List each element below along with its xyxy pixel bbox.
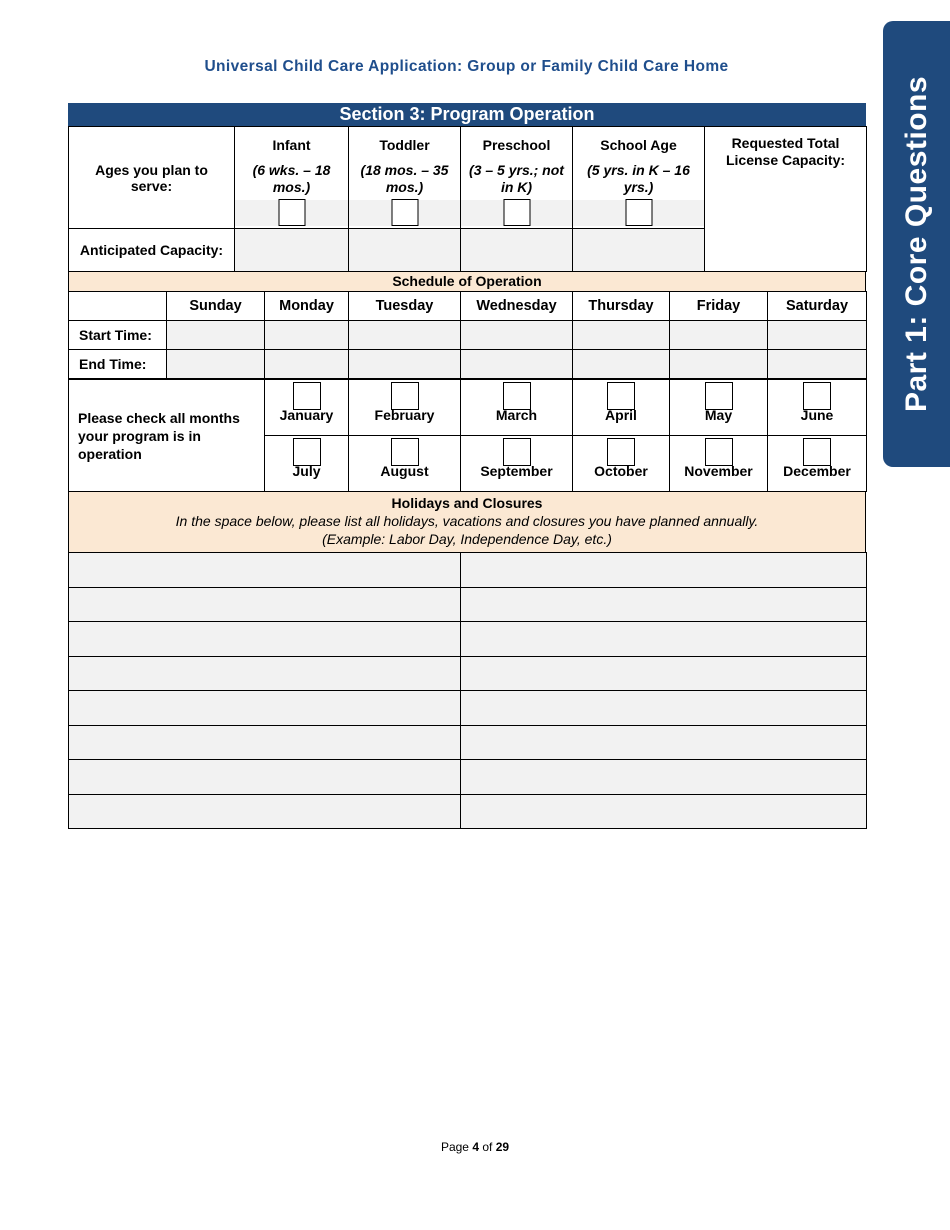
end-time-wednesday[interactable] [461,350,573,379]
month-label: November [684,463,753,479]
age-group-name: Toddler [379,137,430,153]
age-group-range: (6 wks. – 18 mos.) [252,162,331,195]
holidays-example: (Example: Labor Day, Independence Day, etc.) [322,531,612,547]
requested-capacity-cell[interactable] [705,127,867,272]
holiday-entry-field[interactable] [461,725,867,760]
document-title: Universal Child Care Application: Group or Family Child Care Home [204,58,729,75]
month-checkbox[interactable] [503,438,531,466]
month-label: April [605,407,637,423]
day-sunday: Sunday [167,292,265,321]
month-checkbox[interactable] [607,438,635,466]
month-january[interactable] [265,380,349,436]
holiday-entry-field[interactable] [69,656,461,691]
page-total: 29 [495,1140,510,1154]
month-april[interactable] [573,380,670,436]
day-wednesday: Wednesday [461,292,573,321]
school-age-checkbox[interactable] [625,199,652,226]
infant-checkbox[interactable] [278,199,305,226]
school-age-capacity-input[interactable] [573,229,705,272]
day-friday: Friday [670,292,768,321]
holiday-entry-field[interactable] [461,760,867,795]
month-label: September [480,463,553,479]
day-monday: Monday [265,292,349,321]
month-checkbox[interactable] [803,438,831,466]
capacity-row-label: Anticipated Capacity: [69,229,235,272]
months-label: Please check all months your program is in operation [69,380,265,492]
end-time-monday[interactable] [265,350,349,379]
day-saturday: Saturday [768,292,867,321]
holiday-entry-field[interactable] [461,794,867,829]
start-time-wednesday[interactable] [461,321,573,350]
holiday-entry-field[interactable] [69,725,461,760]
month-march[interactable] [461,380,573,436]
requested-capacity-label: Requested Total License Capacity: [725,135,846,168]
end-time-saturday[interactable] [768,350,867,379]
month-label: October [594,463,648,479]
month-label: May [704,407,733,423]
month-november[interactable] [670,436,768,492]
month-checkbox[interactable] [503,382,531,410]
age-group-infant [235,127,349,229]
toddler-capacity-input[interactable] [349,229,461,272]
age-group-school-age [573,127,705,229]
holiday-entry-field[interactable] [69,760,461,795]
month-october[interactable] [573,436,670,492]
month-checkbox[interactable] [607,382,635,410]
end-time-sunday[interactable] [167,350,265,379]
age-group-preschool [461,127,573,229]
side-tab-label: Part 1: Core Questions [899,75,933,413]
page-prefix: Page [440,1140,469,1154]
month-july[interactable] [265,436,349,492]
ages-table [68,126,867,272]
page-number: 4 [472,1140,479,1154]
holiday-entry-field[interactable] [461,553,867,588]
month-checkbox[interactable] [705,382,733,410]
schedule-corner [69,292,167,321]
month-label: February [374,407,435,423]
toddler-checkbox[interactable] [391,199,418,226]
month-checkbox[interactable] [391,438,419,466]
month-august[interactable] [349,436,461,492]
month-label: June [800,407,834,423]
month-label: August [380,463,429,479]
start-time-sunday[interactable] [167,321,265,350]
age-group-range: (3 – 5 yrs.; not in K) [469,162,564,195]
month-label: March [495,407,538,423]
month-checkbox[interactable] [293,438,321,466]
holidays-title: Holidays and Closures [391,495,543,511]
month-june[interactable] [768,380,867,436]
holiday-entry-field[interactable] [461,656,867,691]
holiday-entry-field[interactable] [461,622,867,657]
program-operation-form [68,103,866,829]
holiday-entry-field[interactable] [69,587,461,622]
end-time-label: End Time: [69,350,167,379]
month-december[interactable] [768,436,867,492]
age-group-name: School Age [600,137,677,153]
end-time-thursday[interactable] [573,350,670,379]
schedule-table [68,291,867,379]
month-february[interactable] [349,380,461,436]
age-group-range: (5 yrs. in K – 16 yrs.) [587,162,690,195]
preschool-checkbox[interactable] [503,199,530,226]
end-time-tuesday[interactable] [349,350,461,379]
day-tuesday: Tuesday [349,292,461,321]
start-time-saturday[interactable] [768,321,867,350]
start-time-monday[interactable] [265,321,349,350]
age-group-range: (18 mos. – 35 mos.) [360,162,449,195]
holidays-header [68,492,866,552]
section-header: Section 3: Program Operation [68,103,866,126]
start-time-friday[interactable] [670,321,768,350]
holiday-entry-field[interactable] [69,553,461,588]
month-label: July [292,463,321,479]
month-may[interactable] [670,380,768,436]
preschool-capacity-input[interactable] [461,229,573,272]
start-time-label: Start Time: [69,321,167,350]
end-time-friday[interactable] [670,350,768,379]
holiday-entry-field[interactable] [461,691,867,726]
age-group-name: Preschool [482,137,551,153]
month-september[interactable] [461,436,573,492]
month-checkbox[interactable] [705,438,733,466]
month-label: December [783,463,851,479]
ages-row-label: Ages you plan to serve: [69,127,235,229]
month-checkbox[interactable] [803,382,831,410]
start-time-tuesday[interactable] [349,321,461,350]
month-checkbox[interactable] [391,382,419,410]
holiday-entry-field[interactable] [69,691,461,726]
month-label: January [279,407,334,423]
holiday-entry-field[interactable] [461,587,867,622]
infant-capacity-input[interactable] [235,229,349,272]
age-group-name: Infant [272,137,311,153]
schedule-header: Schedule of Operation [68,272,866,291]
month-checkbox[interactable] [293,382,321,410]
holidays-instruction: In the space below, please list all holidays, vacations and closures you have planned annually. [175,513,759,529]
holidays-table [68,552,867,829]
day-thursday: Thursday [573,292,670,321]
start-time-thursday[interactable] [573,321,670,350]
age-group-toddler [349,127,461,229]
holiday-entry-field[interactable] [69,622,461,657]
side-tab [883,21,950,467]
months-table [68,379,867,492]
page-of: of [482,1140,493,1154]
page-footer [0,1140,950,1154]
holiday-entry-field[interactable] [69,794,461,829]
